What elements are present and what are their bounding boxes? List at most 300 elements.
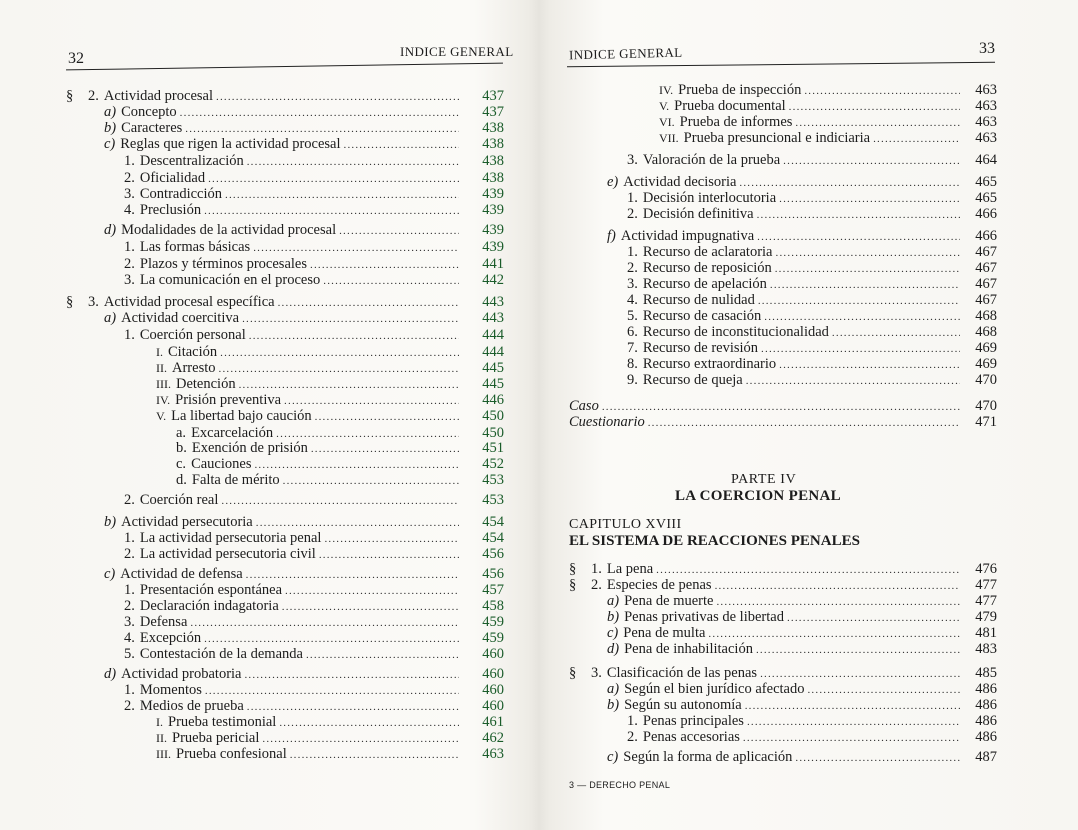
entry-page-number: 467 (975, 260, 997, 276)
entry-page-number: 438 (482, 153, 504, 169)
page-number: 32 (68, 50, 84, 67)
entry-title: Las formas básicas (139, 239, 251, 255)
leader-dots (246, 567, 459, 583)
header-rule (66, 63, 503, 71)
toc-entry (659, 82, 997, 99)
toc-entry (124, 530, 504, 547)
toc-entry (607, 625, 997, 642)
entry-page-number: 486 (975, 729, 997, 745)
entry-title: Actividad de defensa (120, 566, 243, 582)
entry-page-number: 469 (975, 340, 997, 356)
leader-dots (758, 293, 960, 309)
entry-title: Decisión interlocutoria (642, 190, 777, 206)
leader-dots (764, 309, 960, 325)
toc-entry (569, 577, 997, 594)
entry-title: La libertad bajo caución (171, 408, 312, 424)
left-page (0, 0, 525, 830)
entry-page-number: 466 (975, 228, 997, 244)
toc-entry (627, 276, 997, 293)
leader-dots (315, 409, 459, 425)
toc-entry (659, 130, 997, 147)
entry-page-number: 451 (482, 440, 504, 456)
entry-title: Según su autonomía (624, 697, 742, 713)
entry-title: Falta de mérito (191, 472, 280, 488)
entry-title: Concepto (121, 104, 177, 120)
leader-dots (221, 493, 459, 509)
toc-entry (104, 666, 504, 683)
entry-number: c) (607, 749, 619, 765)
entry-number: 2. (124, 698, 135, 714)
entry-title: Recurso de nulidad (642, 292, 755, 308)
header-rule (567, 62, 995, 67)
toc-entry (156, 714, 504, 731)
leader-dots (770, 277, 960, 293)
entry-title: Especies de penas (606, 577, 712, 593)
part-title: LA COERCION PENAL (675, 488, 841, 504)
entry-page-number: 437 (482, 104, 504, 120)
entry-page-number: 485 (975, 665, 997, 681)
chapter-title: EL SISTEMA DE REACCIONES PENALES (569, 533, 860, 549)
leader-dots (656, 562, 960, 578)
entry-page-number: 456 (482, 546, 504, 562)
toc-entry (627, 729, 997, 746)
leader-dots (256, 515, 459, 531)
entry-title: Según el bien jurídico afectado (624, 681, 805, 697)
entry-number: b. (176, 440, 187, 456)
leader-dots (204, 203, 459, 219)
entry-page-number: 439 (482, 186, 504, 202)
entry-page-number: 460 (482, 646, 504, 662)
entry-page-number: 459 (482, 614, 504, 630)
toc-entry (156, 408, 504, 425)
leader-dots (204, 631, 459, 647)
leader-dots (242, 311, 459, 327)
section-mark: § (569, 561, 577, 577)
leader-dots (789, 99, 960, 115)
toc-entry (607, 593, 997, 610)
chapter-label: CAPITULO XVIII (569, 517, 682, 532)
entry-page-number: 452 (482, 456, 504, 472)
leader-dots (602, 399, 960, 415)
entry-number: 3. (627, 152, 638, 168)
entry-number: 1. (124, 327, 135, 343)
leader-dots (339, 223, 459, 239)
toc-entry (607, 641, 997, 658)
entry-page-number: 460 (482, 698, 504, 714)
entry-page-number: 464 (975, 152, 997, 168)
toc-entry (176, 472, 504, 489)
toc-list (569, 561, 997, 771)
entry-number: 2. (88, 88, 99, 104)
entry-page-number: 443 (482, 310, 504, 326)
toc-entry (607, 681, 997, 698)
toc-entry (66, 294, 504, 311)
right-page (539, 0, 1078, 830)
entry-number: 3. (88, 294, 99, 310)
entry-page-number: 461 (482, 714, 504, 730)
leader-dots (775, 261, 960, 277)
entry-title: Descentralización (139, 153, 244, 169)
entry-page-number: 463 (975, 114, 997, 130)
leader-dots (306, 647, 459, 663)
entry-page-number: 486 (975, 697, 997, 713)
entry-page-number: 460 (482, 682, 504, 698)
leader-dots (323, 273, 459, 289)
entry-number: 1. (124, 582, 135, 598)
entry-title: La actividad persecutoria penal (139, 530, 322, 546)
entry-title: Pena de multa (623, 625, 706, 641)
entry-page-number: 465 (975, 174, 997, 190)
leader-dots (795, 750, 960, 766)
entry-number: II. (156, 731, 167, 745)
toc-entry (104, 104, 504, 121)
entry-title: Penas accesorias (642, 729, 740, 745)
toc-entry (627, 713, 997, 730)
entry-page-number: 439 (482, 239, 504, 255)
entry-title: Prueba documental (674, 98, 786, 114)
toc-entry (104, 310, 504, 327)
toc-entry (156, 376, 504, 393)
entry-title: Detención (176, 376, 236, 392)
entry-page-number: 441 (482, 256, 504, 272)
entry-page-number: 463 (975, 98, 997, 114)
entry-title: Valoración de la prueba (642, 152, 781, 168)
entry-number: 2. (124, 598, 135, 614)
entry-page-number: 454 (482, 530, 504, 546)
leader-dots (757, 229, 960, 245)
entry-number: 1. (124, 239, 135, 255)
entry-title: Medios de prueba (139, 698, 244, 714)
toc-entry (627, 356, 997, 373)
leader-dots (185, 121, 459, 137)
toc-entry (627, 244, 997, 261)
entry-page-number: 458 (482, 598, 504, 614)
entry-page-number: 445 (482, 376, 504, 392)
entry-page-number: 438 (482, 120, 504, 136)
entry-title: Excepción (139, 630, 202, 646)
leader-dots (873, 131, 960, 147)
entry-number: 1. (124, 682, 135, 698)
entry-number: c) (104, 136, 116, 152)
entry-number: 9. (627, 372, 638, 388)
leader-dots (311, 441, 459, 457)
entry-title: Recurso de apelación (642, 276, 767, 292)
toc-entry (124, 598, 504, 615)
toc-entry (176, 456, 504, 473)
leader-dots (807, 682, 960, 698)
toc-entry (156, 730, 504, 747)
entry-number: IV. (156, 393, 171, 407)
leader-dots (715, 578, 960, 594)
entry-number: b) (104, 120, 117, 136)
entry-title: Arresto (172, 360, 216, 376)
leader-dots (756, 642, 960, 658)
leader-dots (278, 295, 459, 311)
entry-title: La comunicación en el proceso (139, 272, 321, 288)
leader-dots (244, 667, 459, 683)
leader-dots (225, 187, 459, 203)
toc-entry (156, 746, 504, 763)
entry-title: Contestación de la demanda (139, 646, 303, 662)
entry-title: Prueba presuncional e indiciaria (683, 130, 871, 146)
entry-title: Actividad coercitiva (121, 310, 240, 326)
entry-number: IV. (659, 83, 674, 97)
leader-dots (220, 345, 459, 361)
entry-title: Pena de inhabilitación (624, 641, 753, 657)
entry-number: 1. (124, 530, 135, 546)
entry-title: Recurso de revisión (642, 340, 759, 356)
leader-dots (262, 731, 459, 747)
entry-number: b) (104, 514, 117, 530)
toc-entry (569, 398, 997, 415)
entry-title: Recurso de casación (642, 308, 762, 324)
leader-dots (208, 171, 459, 187)
leader-dots (743, 730, 960, 746)
entry-number: 3. (591, 665, 602, 681)
entry-number: 1. (627, 244, 638, 260)
entry-page-number: 483 (975, 641, 997, 657)
entry-number: II. (156, 361, 167, 375)
leader-dots (310, 257, 459, 273)
leader-dots (783, 153, 960, 169)
page-footer: 3 — DERECHO PENAL (569, 780, 671, 790)
leader-dots (344, 137, 460, 153)
entry-page-number: 450 (482, 408, 504, 424)
entry-number: b) (607, 609, 620, 625)
leader-dots (180, 105, 459, 121)
entry-page-number: 437 (482, 88, 504, 104)
section-mark: § (66, 294, 74, 310)
toc-entry (176, 440, 504, 457)
leader-dots (279, 715, 459, 731)
entry-number: a. (176, 425, 187, 441)
leader-dots (779, 357, 960, 373)
entry-title: Recurso de reposición (642, 260, 772, 276)
entry-number: 6. (627, 324, 638, 340)
entry-number: 7. (627, 340, 638, 356)
leader-dots (746, 373, 960, 389)
entry-page-number: 466 (975, 206, 997, 222)
entry-page-number: 444 (482, 344, 504, 360)
entry-page-number: 456 (482, 566, 504, 582)
entry-title: Actividad impugnativa (620, 228, 755, 244)
entry-title: Prueba confesional (176, 746, 287, 762)
toc-entry (569, 561, 997, 578)
leader-dots (190, 615, 459, 631)
toc-entry (124, 682, 504, 699)
entry-title: Preclusión (139, 202, 202, 218)
leader-dots (216, 89, 459, 105)
entry-title: Citación (168, 344, 218, 360)
entry-number: f) (607, 228, 616, 244)
leader-dots (779, 191, 960, 207)
leader-dots (324, 531, 459, 547)
section-mark: § (569, 665, 577, 681)
entry-number: 1. (591, 561, 602, 577)
entry-number: c) (104, 566, 116, 582)
toc-entry (607, 697, 997, 714)
section-mark: § (66, 88, 74, 104)
toc-entry (104, 136, 504, 153)
entry-title: Modalidades de la actividad procesal (121, 222, 337, 238)
entry-number: VII. (659, 131, 679, 145)
entry-title: Caracteres (121, 120, 183, 136)
entry-page-number: 463 (975, 130, 997, 146)
entry-number: a) (104, 310, 117, 326)
entry-number: I. (156, 345, 163, 359)
entry-title: Cuestionario (569, 414, 645, 430)
toc-entry (627, 340, 997, 357)
entry-page-number: 481 (975, 625, 997, 641)
toc-entry (104, 120, 504, 137)
entry-title: Plazos y términos procesales (139, 256, 307, 272)
entry-number: VI. (659, 115, 675, 129)
toc-entry (124, 698, 504, 715)
entry-page-number: 445 (482, 360, 504, 376)
entry-page-number: 463 (975, 82, 997, 98)
entry-title: Exención de prisión (191, 440, 308, 456)
entry-number: c) (607, 625, 619, 641)
entry-number: c. (176, 456, 187, 472)
entry-title: Defensa (139, 614, 188, 630)
entry-title: Recurso de queja (642, 372, 743, 388)
leader-dots (254, 457, 459, 473)
entry-title: Penas principales (642, 713, 744, 729)
leader-dots (219, 361, 460, 377)
toc-entry (607, 749, 997, 766)
entry-number: 2. (124, 546, 135, 562)
running-head: INDICE GENERAL (400, 44, 514, 59)
entry-page-number: 470 (975, 372, 997, 388)
leader-dots (282, 599, 459, 615)
leader-dots (747, 714, 960, 730)
running-head: INDICE GENERAL (568, 44, 683, 63)
entry-number: V. (156, 409, 167, 423)
entry-number: 8. (627, 356, 638, 372)
toc-entry (124, 202, 504, 219)
toc-entry (627, 260, 997, 277)
toc-entry (607, 609, 997, 626)
entry-page-number: 477 (975, 577, 997, 593)
entry-title: Recurso extraordinario (642, 356, 777, 372)
entry-number: III. (156, 747, 171, 761)
entry-number: e) (607, 174, 619, 190)
entry-page-number: 470 (975, 398, 997, 414)
leader-dots (761, 341, 960, 357)
entry-title: Presentación espontánea (139, 582, 283, 598)
leader-dots (319, 547, 459, 563)
entry-number: III. (156, 377, 171, 391)
entry-page-number: 468 (975, 324, 997, 340)
entry-title: Actividad persecutoria (121, 514, 253, 530)
entry-number: 1. (124, 153, 135, 169)
entry-page-number: 444 (482, 327, 504, 343)
entry-page-number: 477 (975, 593, 997, 609)
entry-number: 5. (627, 308, 638, 324)
toc-entry (627, 152, 997, 169)
toc-entry (124, 546, 504, 563)
entry-page-number: 467 (975, 276, 997, 292)
entry-page-number: 439 (482, 202, 504, 218)
entry-title: Momentos (139, 682, 202, 698)
toc-entry (124, 614, 504, 631)
toc-list (66, 88, 504, 788)
entry-title: Actividad procesal específica (103, 294, 275, 310)
entry-number: 2. (627, 729, 638, 745)
entry-title: Recurso de inconstitucionalidad (642, 324, 829, 340)
entry-title: Declaración indagatoria (139, 598, 279, 614)
toc-entry (124, 327, 504, 344)
toc-entry (659, 114, 997, 131)
leader-dots (205, 683, 459, 699)
leader-dots (708, 626, 960, 642)
entry-number: 3. (124, 272, 135, 288)
leader-dots (249, 328, 459, 344)
entry-title: Caso (569, 398, 599, 414)
leader-dots (787, 610, 960, 626)
leader-dots (283, 473, 459, 489)
part-label: PARTE IV (731, 472, 797, 487)
toc-entry (607, 228, 997, 245)
entry-number: d) (104, 666, 117, 682)
entry-number: I. (156, 715, 163, 729)
entry-page-number: 438 (482, 170, 504, 186)
entry-title: Prisión preventiva (175, 392, 282, 408)
entry-page-number: 487 (975, 749, 997, 765)
entry-page-number: 442 (482, 272, 504, 288)
toc-entry (569, 414, 997, 431)
entry-title: La pena (606, 561, 654, 577)
entry-page-number: 443 (482, 294, 504, 310)
entry-title: Contradicción (139, 186, 223, 202)
entry-number: 2. (591, 577, 602, 593)
toc-entry (627, 372, 997, 389)
entry-page-number: 439 (482, 222, 504, 238)
leader-dots (760, 666, 960, 682)
entry-number: b) (607, 697, 620, 713)
entry-page-number: 450 (482, 425, 504, 441)
entry-title: Penas privativas de libertad (624, 609, 784, 625)
entry-number: 5. (124, 646, 135, 662)
toc-entry (156, 360, 504, 377)
entry-number: 2. (124, 170, 135, 186)
entry-number: 1. (627, 713, 638, 729)
entry-title: Prueba testimonial (168, 714, 277, 730)
toc-entry (124, 186, 504, 203)
entry-title: Según la forma de aplicación (623, 749, 793, 765)
leader-dots (253, 240, 459, 256)
page-number: 33 (979, 40, 995, 57)
toc-entry (124, 630, 504, 647)
entry-number: 2. (627, 260, 638, 276)
entry-page-number: 486 (975, 713, 997, 729)
entry-page-number: 457 (482, 582, 504, 598)
toc-entry (124, 256, 504, 273)
entry-page-number: 463 (482, 746, 504, 762)
entry-number: d) (104, 222, 117, 238)
entry-title: Prueba pericial (172, 730, 260, 746)
entry-title: Recurso de aclaratoria (642, 244, 773, 260)
entry-title: Actividad decisoria (623, 174, 737, 190)
entry-page-number: 438 (482, 136, 504, 152)
leader-dots (776, 245, 961, 261)
entry-page-number: 467 (975, 292, 997, 308)
entry-title: Reglas que rigen la actividad procesal (120, 136, 341, 152)
leader-dots (239, 377, 459, 393)
entry-number: d. (176, 472, 187, 488)
leader-dots (739, 175, 960, 191)
entry-number: 2. (627, 206, 638, 222)
